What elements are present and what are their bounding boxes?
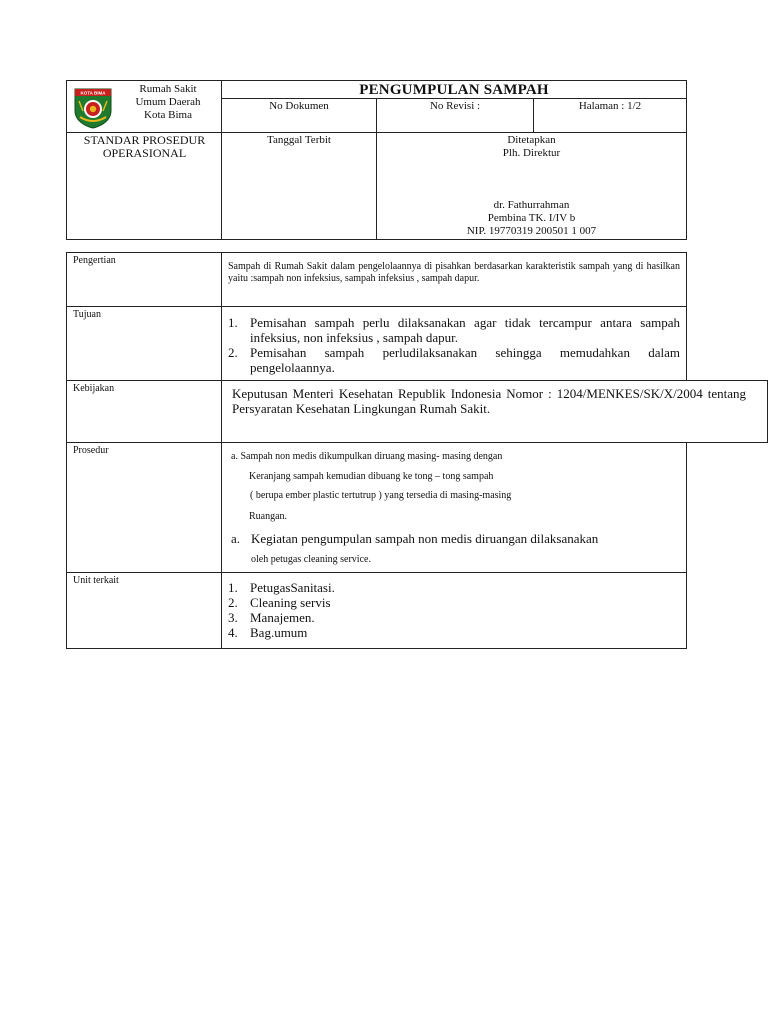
pejabat-pangkat: Pembina TK. I/IV b xyxy=(487,212,576,224)
unit-terkait-item-text: Bag.umum xyxy=(250,625,308,640)
prosedur-line-2: Keranjang sampah kemudian dibuang ke tong – tong sampah xyxy=(249,471,494,482)
no-revisi-label: No Revisi : xyxy=(429,100,481,112)
prosedur-line-3: ( berupa ember plastic tertutrup ) yang tersedia di masing-masing xyxy=(250,490,512,501)
svg-text:KOTA BIMA: KOTA BIMA xyxy=(80,90,106,96)
hospital-identity-cell xyxy=(67,81,222,133)
unit-terkait-item-3 xyxy=(222,610,680,625)
no-dokumen-label: No Dokumen xyxy=(269,100,329,112)
list-number: 2. xyxy=(228,345,238,360)
prosedur-line-4: Ruangan. xyxy=(249,511,288,522)
hospital-name-line-3: Kota Bima xyxy=(144,109,192,121)
tujuan-value xyxy=(222,307,686,380)
halaman-cell xyxy=(534,99,686,133)
unit-terkait-value xyxy=(222,573,686,648)
list-number: 1. xyxy=(228,580,238,595)
hospital-name xyxy=(117,83,219,122)
kebijakan-label: Kebijakan xyxy=(67,381,222,442)
pejabat-nama: dr. Fathurrahman xyxy=(493,199,570,211)
tujuan-item-text: Pemisahan sampah perlu dilaksanakan agar tidak tercampur antara sampah infeksius, non infeksius , sampah dapur. xyxy=(250,315,680,345)
tanggal-terbit-label: Tanggal Terbit xyxy=(267,134,331,146)
tujuan-item-2 xyxy=(222,345,680,375)
unit-terkait-list xyxy=(222,573,686,640)
pengertian-text: Sampah di Rumah Sakit dalam pengelolaannya di pisahkan berdasarkan karakteristik sampah yang di hasilkan yaitu :sampah non infeksius, sampah infeksius , sampah dapur. xyxy=(228,261,680,284)
unit-terkait-item-text: PetugasSanitasi. xyxy=(250,580,335,595)
unit-terkait-item-4 xyxy=(222,625,680,640)
unit-terkait-item-text: Manajemen. xyxy=(250,610,315,625)
ditetapkan-label: Ditetapkan xyxy=(507,134,556,146)
document-header xyxy=(66,80,687,240)
unit-terkait-row xyxy=(66,572,687,649)
pengertian-label: Pengertian xyxy=(67,253,222,306)
hospital-name-line-2: Umum Daerah xyxy=(135,96,201,108)
prosedur-label: Prosedur xyxy=(67,443,222,572)
kebijakan-row xyxy=(66,380,768,443)
jabatan-label: Plh. Direktur xyxy=(502,147,561,159)
tanggal-terbit-cell xyxy=(222,133,377,239)
sop-label-cell xyxy=(67,133,222,239)
tujuan-item-text: Pemisahan sampah perludilaksanakan sehingga memudahkan dalam pengelolaannya. xyxy=(250,345,680,375)
list-number: 2. xyxy=(228,595,238,610)
prosedur-row xyxy=(66,442,687,573)
prosedur-line-1: a. Sampah non medis dikumpulkan diruang masing- masing dengan xyxy=(231,451,503,462)
prosedur-item-continuation: oleh petugas cleaning service. xyxy=(251,554,371,565)
list-number: 3. xyxy=(228,610,238,625)
kebijakan-value xyxy=(222,381,767,442)
unit-terkait-item-text: Cleaning servis xyxy=(250,595,331,610)
prosedur-value xyxy=(222,443,686,572)
tujuan-label: Tujuan xyxy=(67,307,222,380)
hospital-logo-icon xyxy=(71,87,115,129)
unit-terkait-item-2 xyxy=(222,595,680,610)
tujuan-list xyxy=(222,307,686,375)
pejabat-nip: NIP. 19770319 200501 1 007 xyxy=(466,225,597,237)
no-dokumen-cell xyxy=(222,99,377,133)
document-title: PENGUMPULAN SAMPAH xyxy=(359,82,549,98)
tujuan-row xyxy=(66,306,687,381)
pengertian-value xyxy=(222,253,686,306)
hospital-name-line-1: Rumah Sakit xyxy=(139,83,197,95)
list-number: 1. xyxy=(228,315,238,330)
document-title-cell xyxy=(222,81,686,99)
pengertian-row xyxy=(66,252,687,307)
halaman-label: Halaman : 1/2 xyxy=(578,100,642,112)
tujuan-item-1 xyxy=(222,315,680,345)
no-revisi-cell xyxy=(377,99,534,133)
list-number: 4. xyxy=(228,625,238,640)
ditetapkan-cell xyxy=(377,133,686,239)
sop-label-line-1: STANDAR PROSEDUR xyxy=(83,133,206,147)
prosedur-item-marker: a. xyxy=(231,531,241,546)
kebijakan-text: Keputusan Menteri Kesehatan Republik Indonesia Nomor : 1204/MENKES/SK/X/2004 tentang Persyaratan Kesehatan Lingkungan Rumah Sakit. xyxy=(232,386,746,416)
sop-label-line-2: OPERASIONAL xyxy=(102,146,187,160)
unit-terkait-item-1 xyxy=(222,580,680,595)
prosedur-item-text: Kegiatan pengumpulan sampah non medis diruangan dilaksanakan xyxy=(251,531,599,546)
sop-label xyxy=(67,134,222,160)
unit-terkait-label: Unit terkait xyxy=(67,573,222,648)
